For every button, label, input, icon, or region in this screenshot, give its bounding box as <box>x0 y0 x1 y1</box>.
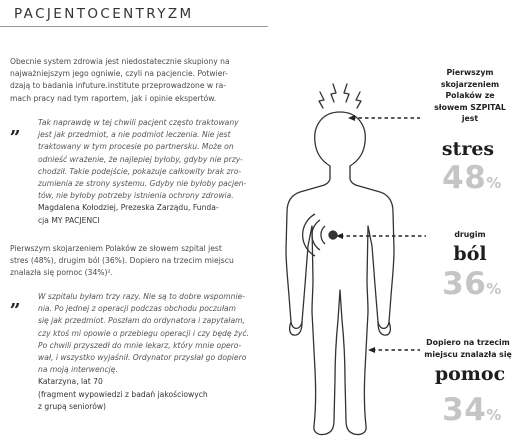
quote-2-line: wał, i wszystko wyjaśnił. Ordynator przysłał go dopiero <box>38 353 247 363</box>
stress-lightning-icon <box>319 84 361 108</box>
quote-1-line: odnieść wrażenie, że najlepiej byłoby, gdyby nie przy- <box>38 154 243 164</box>
arrowhead-stress <box>348 115 355 121</box>
quote-1-line: tów, nie byłoby potrzeby istnienia ochrony zdrowia. <box>38 191 234 201</box>
quote-1-line: Tak naprawdę w tej chwili pacjent często traktowany <box>38 118 239 127</box>
quote-1 <box>38 117 246 227</box>
quote-2-line: się jak przedmiot. Poszłam do ordynatora i zapytałam, <box>38 316 245 326</box>
quote-2 <box>38 291 249 413</box>
quote-mark-icon: „ <box>10 289 21 311</box>
caption-line: Pierwszym <box>446 68 494 77</box>
label-third-word: pomoc <box>434 363 506 385</box>
stats-line: znalazła się pomoc (34%)². <box>10 268 113 278</box>
page-title: PACJENTOCENTRYZM <box>14 6 194 22</box>
intro-line: mach pracy nad tym raportem, jak i opinie ekspertów. <box>10 93 217 103</box>
caption-line: jest <box>461 114 479 123</box>
leader-lines <box>340 118 426 350</box>
caption-line: skojarzeniem <box>440 79 500 89</box>
quote-2-attribution: Katarzyna, lat 70 <box>38 377 103 387</box>
label-third-percent <box>422 392 522 428</box>
quote-2-attribution: (fragment wypowiedzi z badań jakościowych <box>38 389 208 399</box>
quote-1-attribution: Magdalena Kołodziej, Prezeska Zarządu, Funda- <box>38 203 219 213</box>
left-hand <box>290 322 302 335</box>
label-first-percent <box>422 160 522 196</box>
percent-sign: % <box>486 174 502 192</box>
intro-line: najważniejszym jego ogniwie, czyli na pacjencie. Potwier- <box>10 69 228 79</box>
arrowhead-pain <box>336 233 343 239</box>
arrowhead-help <box>368 347 375 353</box>
right-hand <box>378 322 390 335</box>
percent-sign: % <box>486 280 502 298</box>
quote-2-line: Po chwili przyszedł do mnie lekarz, który mnie opero- <box>38 340 242 350</box>
label-third-caption <box>412 337 524 360</box>
percent-value: 34 <box>442 392 487 428</box>
label-second-percent <box>422 266 522 302</box>
stats-line: Pierwszym skojarzeniem Polaków ze słowem szpital jest <box>10 244 222 253</box>
quote-1-line: traktowany w tym procesie po partnersku. Może on <box>38 142 234 152</box>
caption-line: słowem SZPITAL <box>434 102 506 112</box>
quote-mark-icon: „ <box>10 116 21 138</box>
quote-2-attribution: z grupą seniorów) <box>38 401 107 411</box>
quote-1-line: chodził. Takie podejście, pokazuje całkowity brak zro- <box>38 166 242 176</box>
head-outline <box>286 112 394 435</box>
quote-2-line: nia. Po jednej z operacji podczas obchodu poczułam <box>38 304 237 314</box>
percent-sign: % <box>486 406 502 424</box>
quote-2-line: na moją interwencję. <box>38 365 118 375</box>
quote-2-line: czy ktoś mi opowie o przebiegu operacji i czy będę żyć. <box>38 328 249 338</box>
caption-line: drugim <box>454 230 486 239</box>
pain-rings-icon <box>303 214 337 256</box>
label-second-caption <box>420 229 520 241</box>
quote-1-attribution: cja MY PACJENCI <box>38 215 100 225</box>
stats-paragraph <box>10 243 234 280</box>
caption-line: miejscu znalazła się <box>424 349 512 359</box>
quote-2-line: W szpitalu byłam trzy razy. Nie są to dobre wspomnie- <box>38 292 246 301</box>
intro-line: dzają to badania infuture.institute przeprowadzone w ra- <box>10 81 227 91</box>
quote-1-line: zumienia ze strony systemu. Gdyby nie byłoby pacjen- <box>38 179 247 189</box>
percent-value: 36 <box>442 266 487 302</box>
intro-line: Obecnie system zdrowia jest niedostatecznie skupiony na <box>10 57 230 66</box>
title-divider <box>0 26 268 27</box>
intro-paragraph <box>10 56 230 105</box>
label-first-caption <box>420 67 520 125</box>
label-first-word: stres <box>441 138 495 160</box>
caption-line: Dopiero na trzecim <box>426 338 510 347</box>
quote-1-line: jest jak przedmiot, a nie podmiot leczenia. Nie jest <box>38 130 231 140</box>
percent-value: 48 <box>442 160 487 196</box>
stats-line: stres (48%), drugim ból (36%). Dopiero na trzecim miejscu <box>10 256 234 266</box>
label-second-word: ból <box>453 243 487 265</box>
leader-arrowheads <box>336 115 375 353</box>
caption-line: Polaków ze <box>445 91 495 100</box>
